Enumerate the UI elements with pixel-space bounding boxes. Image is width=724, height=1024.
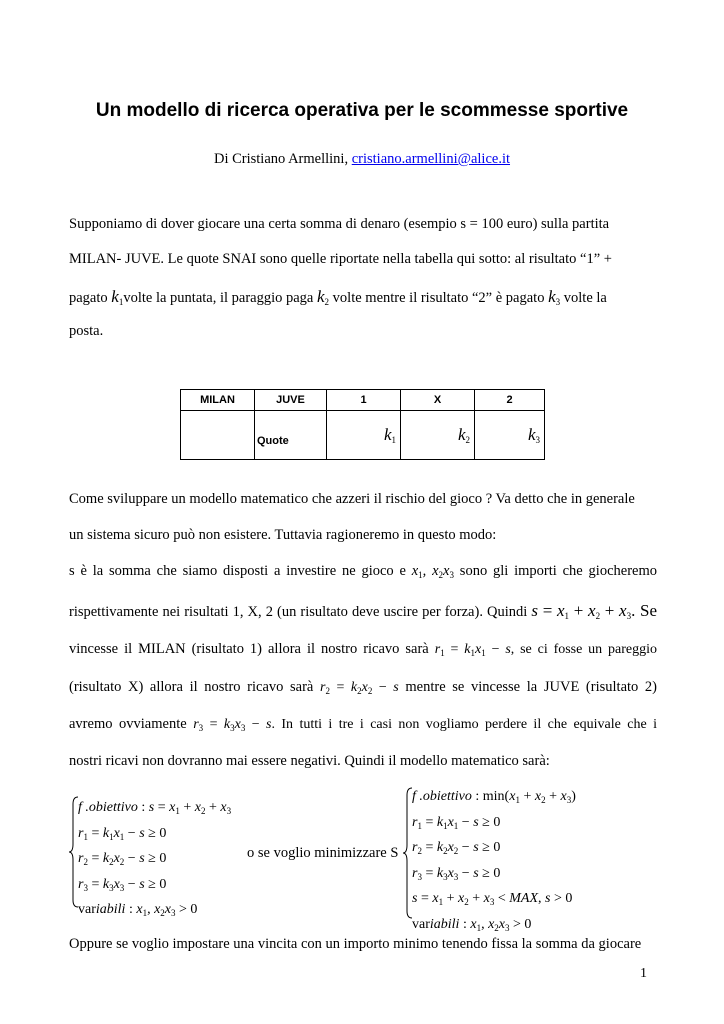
intro-line-1: Supponiamo di dover giocare una certa somma di denaro (esempio s = 100 euro) sulla partita [69, 216, 610, 232]
table-header: X [401, 390, 475, 411]
paragraph-2-line-5 [69, 716, 657, 733]
document-title: Un modello di ricerca operativa per le scommesse sportive [95, 100, 629, 121]
intro-text: volte mentre il risultato “2” è pagato [332, 290, 545, 306]
table-cell [181, 411, 255, 460]
page-number: 1 [640, 966, 647, 981]
paragraph-2-line-2 [69, 601, 657, 621]
intro-line-4: posta. [69, 323, 104, 339]
equation: $s = x_1 + x_2 + x_3$ < MAX, s > 0 [412, 891, 573, 908]
paragraph-text: s è la somma che siamo disposti a investire ne gioco e [69, 563, 406, 579]
odds-table [180, 389, 545, 460]
last-line: Oppure se voglio impostare una vincita con un importo minimo tenendo fissa la somma da giocare [69, 936, 642, 952]
equation: $r_1 = k_1x_1 - s \ge 0$ [78, 825, 167, 842]
math-x-vars: $x_1$, $x_2x_3$ [411, 563, 454, 580]
math-k3: $k_3$ [548, 287, 561, 307]
equation: variabili : $x_1$, $x_2x_3 > 0$ [78, 902, 198, 919]
paragraph-2-line-3 [69, 641, 657, 658]
table-row-label: Quote [255, 411, 327, 460]
paragraph-1-line-1: Come sviluppare un modello matematico che azzeri il rischio del gioco ? Va detto che in generale [69, 491, 635, 507]
table-header: 2 [475, 390, 545, 411]
table-cell-k3: $k_3$ [475, 411, 545, 460]
math-k2: $k_2$ [317, 287, 330, 307]
table-header: JUVE [255, 390, 327, 411]
table-header: 1 [327, 390, 401, 411]
math-k1: $k_1$ [111, 287, 124, 307]
paragraph-2-line-1 [69, 563, 657, 580]
left-system [78, 797, 231, 925]
intro-text: volte la [563, 290, 607, 306]
intro-line-2: MILAN- JUVE. Le quote SNAI sono quelle riportate nella tabella qui sotto: al risultato “1” + [69, 251, 612, 267]
paragraph-text: sono gli importi che giocheremo [459, 563, 657, 579]
math-sum: $s = x_1 + x_2 + x_3$. Se [531, 601, 658, 621]
paragraph-text: avremo ovviamente [69, 716, 187, 732]
paragraph-2-line-4 [69, 679, 657, 696]
equation: $r_3 = k_3x_3 - s \ge 0$ [412, 865, 501, 882]
author-name: Di Cristiano Armellini, [213, 151, 352, 167]
paragraph-2-line-6: nostri ricavi non dovranno mai essere negativi. Quindi il modello matematico sarà: [69, 753, 550, 769]
equation: $r_2 = k_2x_2 - s \ge 0$ [412, 840, 501, 857]
paragraph-text: vincesse il MILAN (risultato 1) allora il nostro ricavo sarà [69, 641, 429, 657]
equation: $r_3 = k_3x_3 - s \ge 0$ [78, 876, 167, 893]
equation: $r_2 = k_2x_2 - s \ge 0$ [78, 851, 167, 868]
intro-text: volte la puntata, il paraggio paga [123, 290, 314, 306]
table-cell-k2: $k_2$ [401, 411, 475, 460]
intro-text: pagato [69, 290, 108, 306]
paragraph-text: rispettivamente nei risultati 1, X, 2 (un risultato deve uscire per forza). Quindi [69, 604, 528, 620]
paragraph-text: (risultato X) allora il nostro ricavo sarà [69, 679, 314, 695]
intro-line-3 [69, 287, 657, 307]
table-cell-k1: $k_1$ [327, 411, 401, 460]
paragraph-1-line-2: un sistema sicuro può non esistere. Tuttavia ragioneremo in questo modo: [69, 527, 497, 543]
author-line [0, 151, 724, 168]
math-r1: $r_1 = k_1x_1 - s$, se ci fosse un pareggio [434, 642, 658, 658]
or-text: o se voglio minimizzare S [247, 845, 399, 861]
equation: variabili : $x_1$, $x_2x_3 > 0$ [412, 916, 532, 933]
math-r3: $r_3 = k_3x_3 - s$. In tutti i tre i casi non vogliamo perdere il che equivale che i [193, 717, 658, 733]
paragraph-text: . In tutti i tre i casi non vogliamo perdere il che equivale che i [271, 717, 658, 732]
paragraph-text: mentre se vincesse la JUVE (risultato 2) [405, 679, 658, 695]
paragraph-text: , se ci fosse un pareggio [510, 642, 658, 657]
author-email-link[interactable]: cristiano.armellini@alice.it [351, 151, 511, 167]
right-system [412, 786, 576, 940]
equation: $r_1 = k_1x_1 - s \ge 0$ [412, 814, 501, 831]
equation: f .obiettivo : $s = x_1 + x_2 + x_3$ [78, 800, 232, 816]
paragraph-text: . Se [631, 601, 658, 620]
table-header: MILAN [181, 390, 255, 411]
math-r2: $r_2 = k_2x_2 - s$ [320, 680, 399, 696]
equation: f .obiettivo : $\min(x_1 + x_2 + x_3)$ [412, 789, 576, 805]
